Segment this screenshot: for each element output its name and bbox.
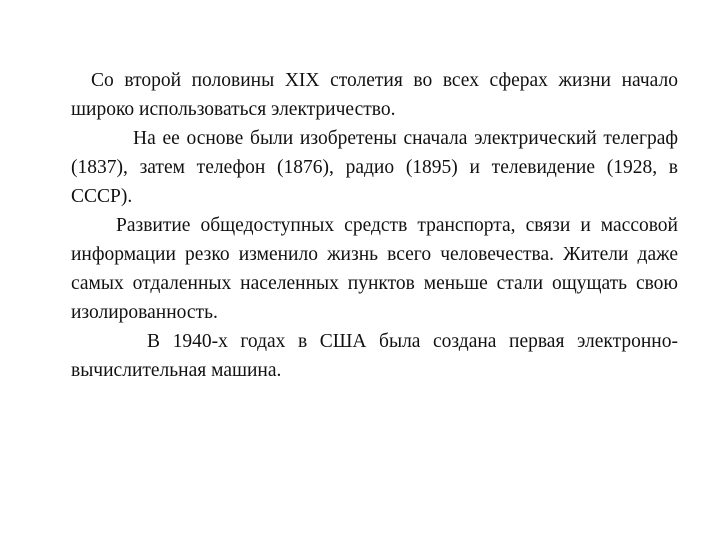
paragraph-electricity: Со второй половины XIX столетия во всех сферах жизни начало широко использоваться электричество. <box>71 70 678 120</box>
slide-text <box>71 66 678 385</box>
paragraph-transport-communication: Развитие общедоступных средств транспорта, связи и массовой информации резко изменило жизнь всего человечества. Жители даже самых отдаленных населенных пунктов меньше стали ощущать свою изолированность. <box>71 215 678 323</box>
paragraph-inventions: На ее основе были изобретены сначала электрический телеграф (1837), затем телефон (1876), радио (1895) и телевидение (1928, в СССР). <box>71 128 678 207</box>
paragraph-computer: В 1940-х годах в США была создана первая электронно-вычислительная машина. <box>71 331 678 381</box>
